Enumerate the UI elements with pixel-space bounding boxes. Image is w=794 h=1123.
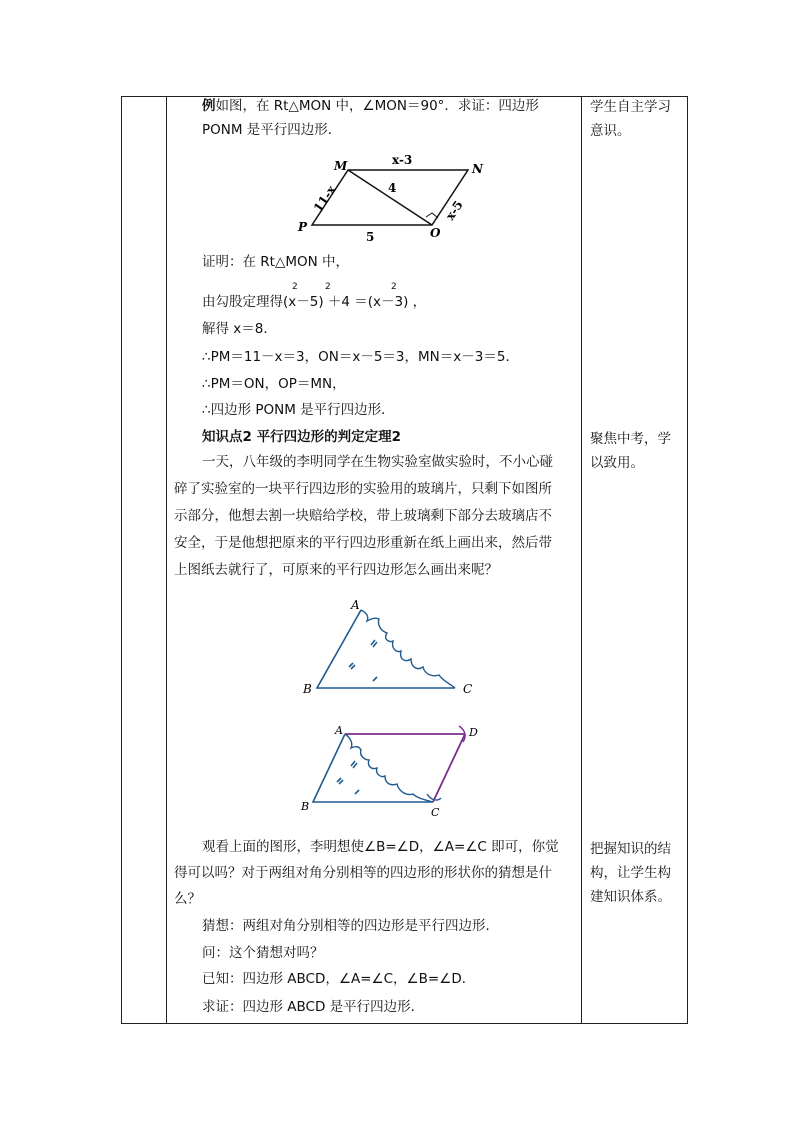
proof-line-2: 由勾股定理得(x－5) ＋4 ＝(x－3) ， (202, 294, 427, 310)
label-B: B (301, 800, 310, 813)
note-knowledge-structure: 把握知识的结 构，让学生构 建知识体系。 (590, 841, 671, 905)
label-right-side: x-5 (442, 198, 466, 223)
prove-line: 求证：四边形 ABCD 是平行四边形． (202, 999, 425, 1015)
label-left-side: 11-x (310, 182, 339, 215)
proof-line-6: ∴四边形 PONM 是平行四边形． (202, 402, 395, 418)
guess-line: 猜想：两组对角分别相等的四边形是平行四边形． (202, 918, 499, 934)
label-O: O (430, 226, 441, 240)
label-C: C (431, 806, 440, 819)
knowledge-p1-line-5: 上图纸去就行了，可原来的平行四边形怎么画出来呢？ (174, 562, 498, 578)
label-P: P (298, 220, 308, 234)
knowledge-p1-line-2: 碎了实验室的一块平行四边形的实验用的玻璃片，只剩下如图所 (174, 481, 552, 497)
label-D: D (469, 726, 478, 739)
lesson-table (121, 96, 688, 1024)
discussion-line-3: 么？ (174, 891, 201, 907)
label-diagonal: 4 (388, 181, 397, 195)
label-bottom-side: 5 (366, 230, 375, 244)
discussion-line-1: 观看上面的图形，李明想使∠B=∠D，∠A=∠C 即可，你觉 (202, 839, 559, 855)
proof-line-1: 证明：在 Rt△MON 中， (202, 254, 350, 270)
note-self-study: 学生自主学习 意识。 (590, 99, 671, 139)
proof-line-3: 解得 x＝8． (202, 321, 277, 337)
proof-line-4: ∴PM＝11－x＝3，ON＝x－5＝3，MN＝x－3＝5． (202, 349, 519, 365)
ask-line: 问：这个猜想对吗？ (202, 945, 324, 961)
knowledge-p1-line-4: 安全，于是他想把原来的平行四边形重新在纸上画出来，然后带 (174, 535, 552, 551)
knowledge-heading: 知识点2 平行四边形的判定定理2 (202, 429, 401, 445)
figure-broken-glass (297, 597, 477, 697)
knowledge-p1-line-1: 一天，八年级的李明同学在生物实验室做实验时，不小心碰 (202, 454, 553, 470)
label-M: M (334, 159, 348, 173)
label-B: B (303, 682, 312, 696)
proof-sup-2: 2 (325, 282, 331, 292)
discussion-line-2: 得可以吗？对于两组对角分别相等的四边形的形状你的猜想是什 (174, 865, 552, 881)
example-line-1: 例如图，在 Rt△MON 中，∠MON＝90°．求证：四边形 (202, 98, 539, 114)
label-C: C (463, 682, 473, 696)
label-A: A (351, 598, 360, 612)
proof-sup-1: 2 (292, 282, 298, 292)
figure-parallelogram-ponm (292, 155, 492, 245)
label-N: N (472, 162, 483, 176)
proof-sup-3: 2 (391, 282, 397, 292)
note-exam-focus: 聚焦中考，学 以致用。 (590, 431, 671, 471)
figure-reconstructed-parallelogram (297, 722, 497, 822)
column-divider-2 (581, 97, 582, 1023)
known-line: 已知：四边形 ABCD，∠A=∠C，∠B=∠D． (202, 971, 476, 987)
proof-line-5: ∴PM＝ON，OP＝MN， (202, 376, 346, 392)
column-divider-1 (166, 97, 167, 1023)
label-top-side: x-3 (392, 155, 413, 167)
example-line-2: PONM 是平行四边形． (202, 122, 342, 138)
label-A: A (335, 724, 343, 737)
knowledge-p1-line-3: 示部分，他想去割一块赔给学校，带上玻璃剩下部分去玻璃店不 (174, 508, 552, 524)
